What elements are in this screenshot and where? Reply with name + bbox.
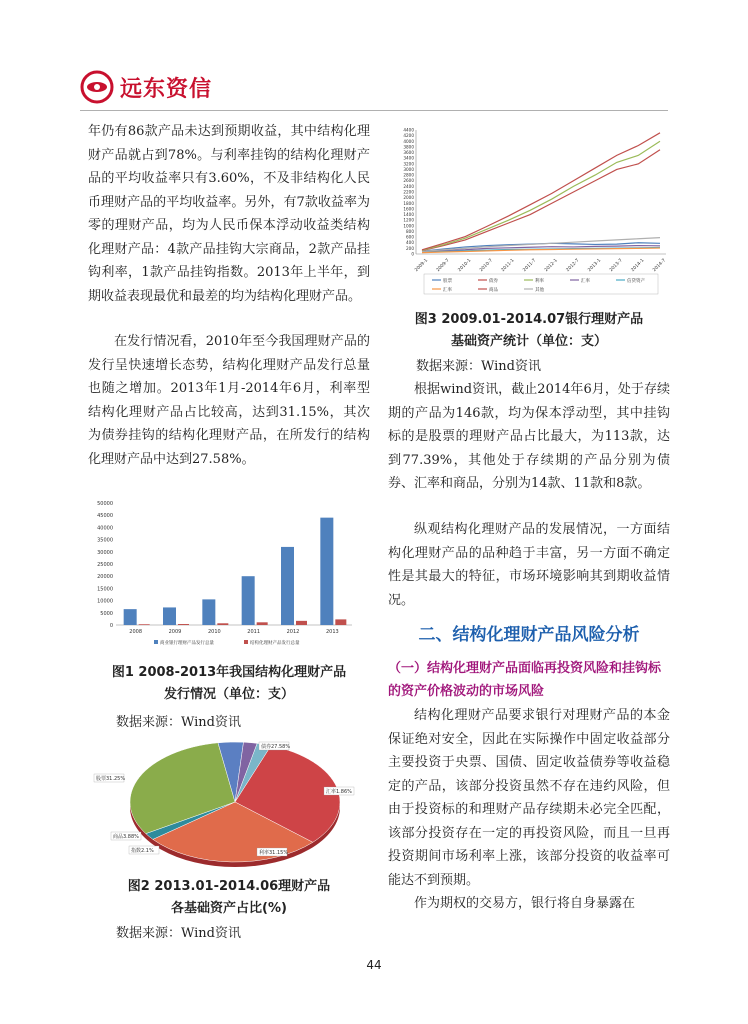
y-tick-label: 4200 — [403, 133, 414, 139]
left-paragraph-2: 在发行情况看，2010年至今我国理财产品的发行呈快速增长态势，结构化理财产品发行总量也随之增加。2013年1月-2014年6月，利率型结构化理财产品占比较高，达到31.15%，其次为债券挂钩的结构化理财产品，在所发行的结构化理财产品中达到27.58%。 — [88, 334, 370, 467]
x-tick-label: 2012 — [286, 629, 300, 635]
y-tick-label: 3400 — [403, 155, 414, 161]
bar — [202, 599, 215, 625]
bar — [281, 547, 294, 625]
y-tick-label: 800 — [406, 228, 414, 234]
y-tick-label: 45000 — [97, 513, 113, 520]
legend-label: 股票 — [443, 279, 452, 284]
brand-title: 远东资信 — [120, 77, 213, 102]
y-tick-label: 10000 — [97, 598, 113, 605]
y-tick-label: 1800 — [403, 200, 414, 206]
y-tick-label: 600 — [406, 234, 414, 240]
y-tick-label: 0 — [109, 623, 113, 629]
x-tick-label: 2014-7 — [652, 258, 668, 274]
y-tick-label: 2200 — [403, 189, 414, 195]
x-tick-label: 2011 — [247, 629, 261, 635]
x-tick-label: 2014-1 — [630, 258, 646, 274]
page-number: 44 — [366, 958, 382, 972]
legend-label: 利率 — [535, 279, 544, 284]
right-paragraph-3: 结构化理财产品要求银行对理财产品的本金保证绝对安全，因此在实际操作中固定收益部分主要投资于央票、国债、固定收益债券等收益稳定的产品，该部分投资虽然不存在违约风险，但由于投资标的和理财产品存续期未必完全匹配，该部分投资存在一定的再投资风险，而且一旦再投资期间市场利率上涨，该部分投资的收益率可能达不到预期。 作为期权的交易方，银行将自身暴露在 — [388, 708, 670, 911]
pie-label: 汇率1.86% — [326, 789, 352, 795]
y-tick-label: 3600 — [403, 150, 414, 156]
y-tick-label: 0 — [411, 251, 414, 257]
legend-label: 汇率 — [581, 279, 590, 284]
y-tick-label: 5000 — [100, 610, 113, 617]
bar — [335, 619, 346, 625]
fig3-source: 数据来源：Wind资讯 — [416, 359, 541, 374]
x-tick-label: 2013-7 — [608, 258, 624, 274]
y-tick-label: 40000 — [97, 525, 113, 532]
y-tick-label: 2000 — [403, 195, 414, 201]
fig3-line-chart — [388, 126, 670, 306]
x-tick-label: 2012-1 — [544, 258, 559, 274]
bar — [296, 621, 307, 625]
section-title: 二、结构化理财产品风险分析 — [418, 625, 640, 645]
header-divider — [80, 110, 668, 111]
left-paragraph-1: 年仍有86款产品未达到预期收益，其中结构化理财产品就占到78%。与利率挂钩的结构化理财产品的平均收益率只有3.60%，不及非结构化人民币理财产品的平均收益率。另外，有7款收益率为零的理财产品，均为人民币保本浮动收益类结构化理财产品：4款产品挂钩大宗商品，2款产品挂钩利率，1款产品挂钩指数。2013年上半年，到期收益表现最优和最差的均为结构化理财产品。 — [88, 124, 370, 304]
y-tick-label: 3800 — [403, 144, 414, 150]
y-tick-label: 2800 — [403, 172, 414, 178]
y-tick-label: 400 — [406, 240, 414, 246]
fareast-logo-icon — [80, 70, 114, 104]
legend-label: 商业银行理财产品发行总量 — [160, 641, 214, 646]
fig2-source: 数据来源：Wind资讯 — [116, 926, 241, 941]
x-tick-label: 2011-7 — [522, 258, 538, 274]
x-tick-label: 2009 — [168, 629, 182, 635]
fig1-bar-chart — [86, 495, 362, 655]
y-tick-label: 4000 — [403, 138, 414, 144]
legend-swatch — [244, 640, 248, 644]
subsection-title: （一）结构化理财产品面临再投资风险和挂钩标的资产价格波动的市场风险 — [388, 661, 662, 699]
fig2-caption: 图2 2013.01-2014.06理财产品 各基础资产占比(%) — [127, 879, 331, 916]
y-tick-label: 200 — [406, 245, 414, 251]
pie-label: 指数2.1% — [131, 848, 154, 854]
y-tick-label: 1200 — [403, 217, 414, 223]
x-tick-label: 2011-1 — [500, 258, 516, 274]
pie-label: 利率31.15% — [259, 850, 289, 856]
y-tick-label: 1400 — [403, 212, 414, 218]
bar — [217, 623, 228, 625]
bar — [178, 624, 189, 625]
y-tick-label: 3000 — [403, 166, 414, 172]
x-tick-label: 2012-7 — [565, 258, 581, 274]
legend-label: 商品 — [489, 288, 498, 293]
bar — [320, 518, 333, 625]
legend-label: 结构化理财产品发行总量 — [250, 641, 300, 646]
bar — [257, 622, 268, 625]
right-paragraph-2: 纵观结构化理财产品的发展情况，一方面结构化理财产品的品种趋于丰富，另一方面不确定性是其最大的特征，市场环境影响其到期收益情况。 — [388, 522, 670, 608]
y-tick-label: 4400 — [403, 127, 414, 133]
x-tick-label: 2010-1 — [457, 258, 473, 274]
y-tick-label: 35000 — [97, 537, 113, 544]
legend-label: 其他 — [535, 288, 544, 293]
legend-swatch — [154, 640, 158, 644]
y-tick-label: 1000 — [403, 223, 414, 229]
x-tick-label: 2013 — [325, 629, 339, 635]
y-tick-label: 1600 — [403, 206, 414, 212]
y-tick-label: 2600 — [403, 178, 414, 184]
bar — [163, 607, 176, 625]
y-tick-label: 50000 — [97, 501, 113, 507]
pie-label: 商品3.88% — [113, 834, 139, 840]
pie-label: 股票31.25% — [96, 776, 126, 782]
series-line — [422, 133, 660, 250]
pie-label: 债券27.58% — [261, 744, 291, 750]
bar — [124, 609, 137, 625]
x-tick-label: 2009-7 — [435, 258, 451, 274]
x-tick-label: 2010 — [207, 629, 221, 635]
right-paragraph-1: 根据wind资讯，截止2014年6月，处于存续期的产品为146款，均为保本浮动型，其中挂钩标的是股票的理财产品占比最大，为113款，达到77.39%，其他处于存续期的产品分别为债券、汇率和商品，分别为14款、11款和8款。 — [388, 382, 670, 491]
legend-label: 债券 — [489, 279, 498, 284]
x-tick-label: 2008 — [129, 629, 143, 635]
y-tick-label: 25000 — [97, 562, 113, 568]
bar — [139, 624, 150, 625]
fig1-source: 数据来源：Wind资讯 — [116, 715, 241, 730]
x-tick-label: 2013-1 — [587, 258, 603, 274]
x-tick-label: 2010-7 — [479, 258, 494, 274]
series-line — [422, 141, 660, 250]
y-tick-label: 30000 — [97, 549, 113, 556]
series-line — [422, 150, 660, 251]
bar — [242, 576, 255, 625]
legend-label: 信贷资产 — [627, 279, 645, 284]
fig1-caption: 图1 2008-2013年我国结构化理财产品 发行情况（单位：支） — [111, 665, 347, 702]
y-tick-label: 20000 — [97, 574, 113, 581]
legend-label: 汇率 — [443, 288, 452, 293]
y-tick-label: 15000 — [97, 586, 113, 593]
fig3-caption: 图3 2009.01-2014.07银行理财产品 基础资产统计（单位：支） — [414, 312, 644, 349]
fig2-pie-chart — [96, 730, 360, 870]
y-tick-label: 2400 — [403, 183, 414, 189]
y-tick-label: 3200 — [403, 161, 414, 167]
x-tick-label: 2009-1 — [414, 258, 430, 274]
